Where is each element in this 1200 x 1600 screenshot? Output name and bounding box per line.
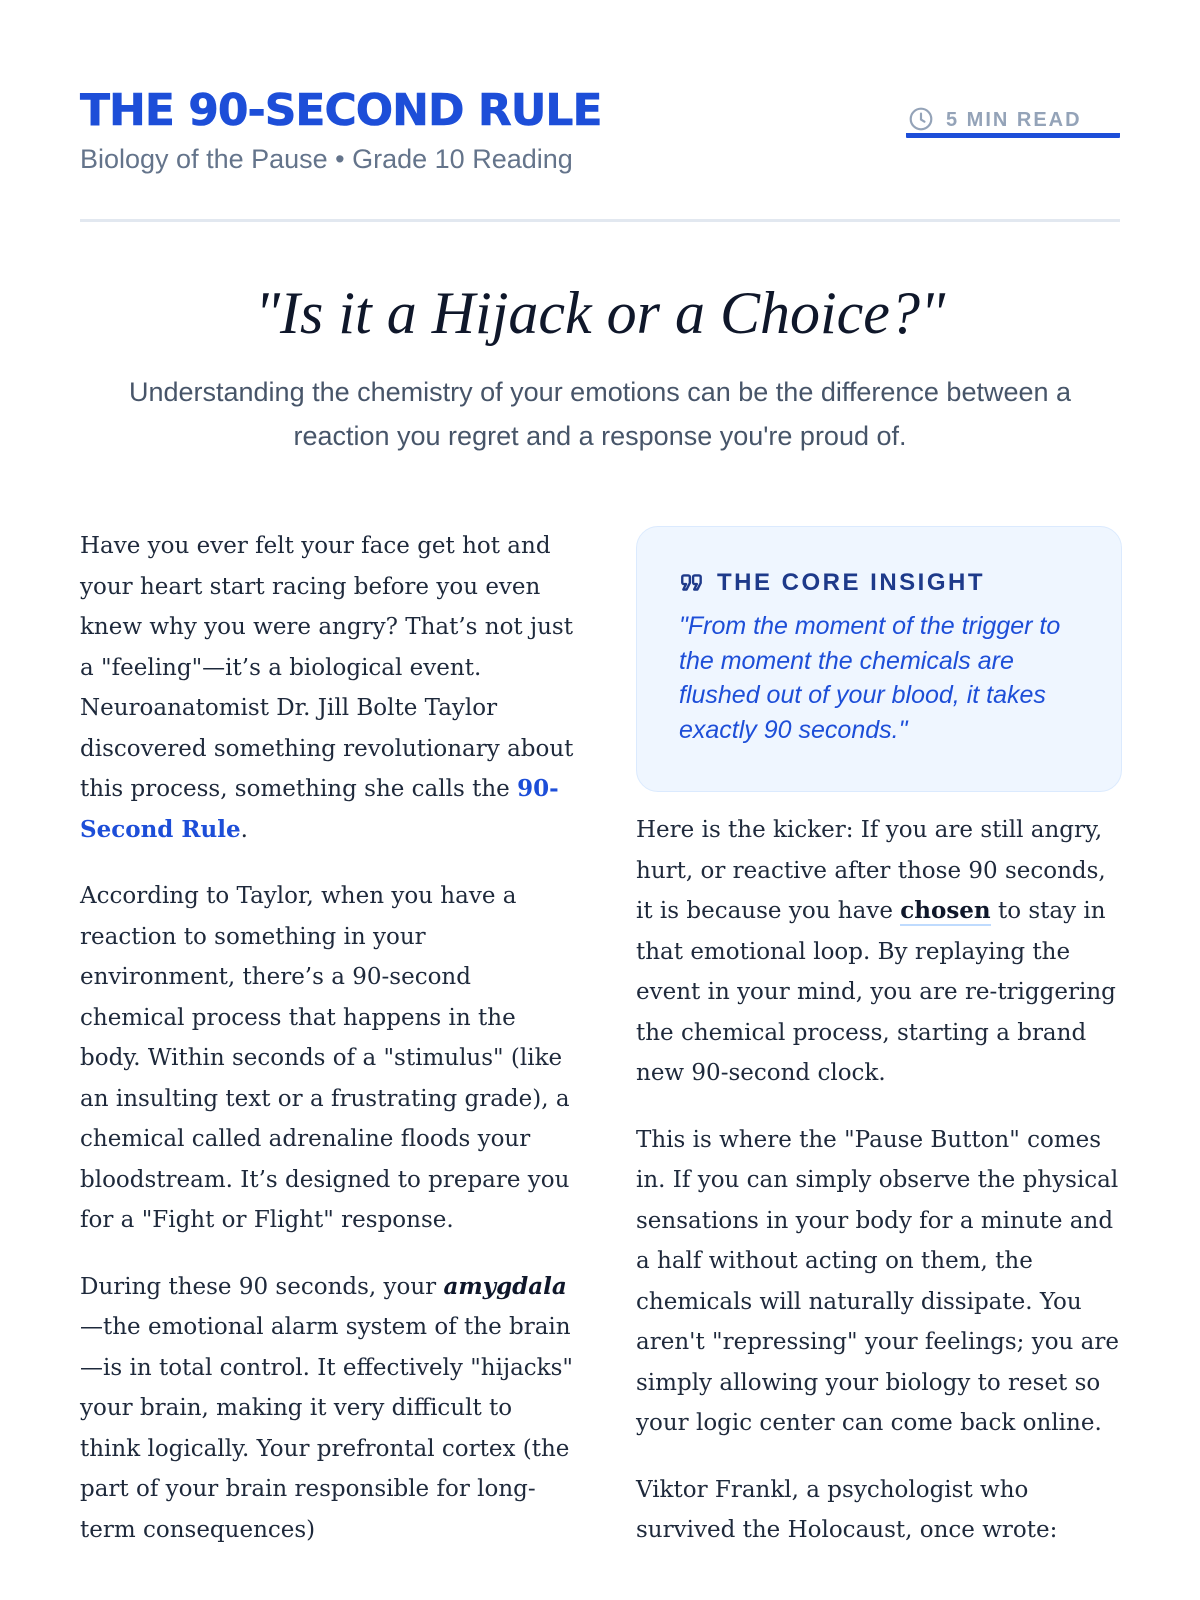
insight-title: THE CORE INSIGHT (717, 569, 986, 596)
paragraph (80, 1267, 574, 1551)
chosen-term: chosen (900, 897, 991, 924)
clock-icon (908, 106, 934, 132)
paragraph: Viktor Frankl, a psychologist who survived the Holocaust, once wrote: (636, 1476, 1058, 1543)
insight-quote: "From the moment of the trigger to the moment the chemicals are flushed out of your blood, it takes exactly 90 seconds." (679, 612, 1061, 744)
paragraph-text: —the emotional alarm system of the brain—is in total control. It effectively "hijacks" your brain, making it very difficult to think logically. Your prefrontal cortex (the part of your brain responsible for long-term consequences) (80, 1314, 574, 1543)
paragraph: This is where the "Pause Button" comes in. If you can simply observe the physical sensations in your body for a minute and a half without acting on them, the chemicals will naturally dissipate. You aren't "repressing" your feelings; you are simply allowing your biology to reset so your logic center can come back online. (636, 1126, 1119, 1436)
read-time-badge (906, 108, 1120, 138)
paragraph (636, 810, 1120, 1094)
right-column (636, 810, 1120, 1577)
paragraph (80, 526, 574, 850)
paragraph-end: . (240, 816, 248, 843)
insight-header (679, 569, 1081, 597)
header-divider (80, 219, 1120, 222)
paragraph: According to Taylor, when you have a reaction to something in your environment, there’s a 90-second chemical process that happens in the body. Within seconds of a "stimulus" (like an insulting text or a frustrating grade), a chemical called adrenaline floods your bloodstream. It’s designed to prepare you for a "Fight or Flight" response. (80, 883, 570, 1233)
paragraph-text: During these 90 seconds, your (80, 1273, 444, 1300)
rule-highlight: 90-Second Rule (80, 775, 559, 843)
article-dek: Understanding the chemistry of your emotions can be the difference between a reaction you regret and a response you're proud of. (128, 377, 1072, 451)
core-insight-card (636, 526, 1122, 792)
article-headline: "Is it a Hijack or a Choice?" (254, 280, 946, 346)
amygdala-term: amygdala (443, 1272, 567, 1300)
article-header (80, 84, 1120, 224)
paragraph-text: Have you ever felt your face get hot and your heart start racing before you even knew why you were angry? That’s not just a "feeling"—it’s a biological event. Neuroanatomist Dr. Jill Bolte Taylor discovered something revolutionary about this process, something she calls the (80, 533, 574, 802)
read-time-label: 5 MIN READ (946, 109, 1082, 131)
left-column (80, 526, 574, 1576)
page-subtitle: Biology of the Pause • Grade 10 Reading (80, 144, 573, 174)
quote-icon (679, 570, 705, 596)
page-title: THE 90-SECOND RULE (80, 85, 602, 136)
paragraph-text: to stay in that emotional loop. By replaying the event in your mind, you are re-triggering the chemical process, starting a brand new 90-second clock. (636, 898, 1116, 1086)
paragraph-text: Here is the kicker: If you are still angry, hurt, or reactive after those 90 seconds, it is because you have (636, 817, 1106, 924)
